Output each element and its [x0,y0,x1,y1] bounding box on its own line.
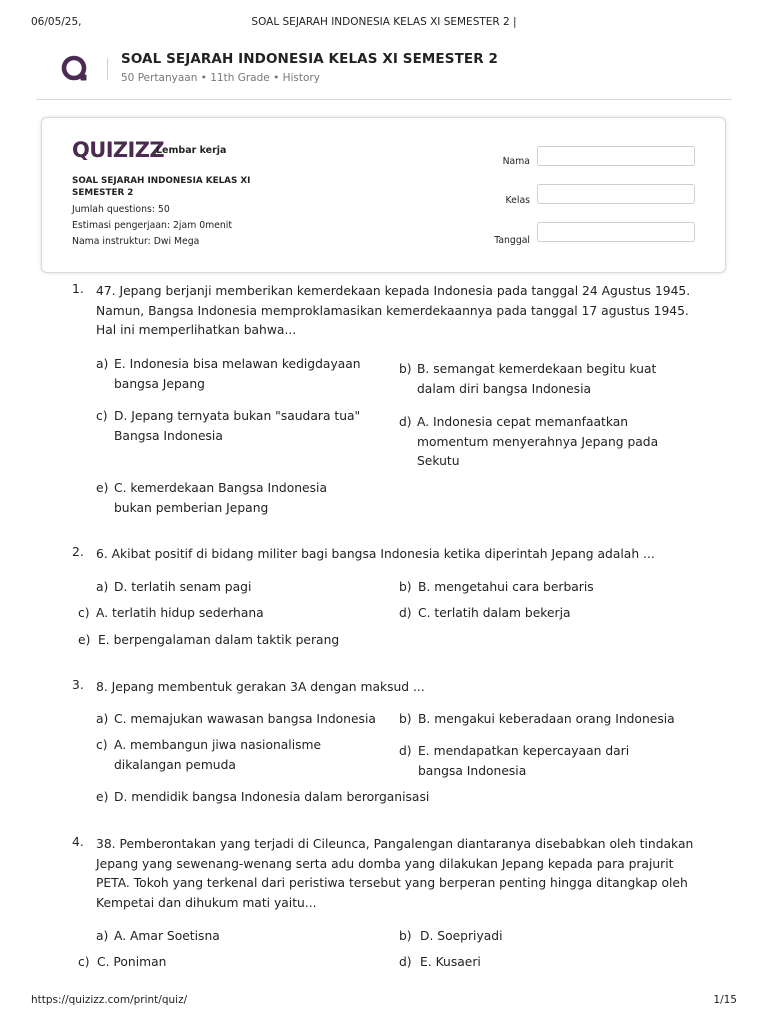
option-key: c) [96,738,108,752]
option-text: B. mengetahui cara berbaris [418,580,594,594]
option-key: c) [78,606,90,620]
option-key: c) [78,955,90,969]
option-key: c) [96,409,108,423]
option-key: e) [96,790,109,804]
kelas-field[interactable] [537,184,695,204]
option-text: E. Indonesia bisa melawan kedigdayaan bangsa Jepang [114,357,361,391]
question-number: 3. [72,678,84,692]
option-text: D. Jepang ternyata bukan "saudara tua" Bangsa Indonesia [114,409,361,443]
tanggal-field[interactable] [537,222,695,242]
quiz-header [60,48,732,100]
question-text: 38. Pemberontakan yang terjadi di Cileunca, Pangalengan diantaranya disebabkan oleh tindakan Jepang yang sewenang-wenang serta adu domba yang dilakukan Jepang kepada para prajurit PETA. Tokoh yang terkenal dari peristiwa tersebut yang berperan penting hingga ditangkap oleh Kempetai dan dihukum mati yaitu... [96,837,694,911]
questions-count: Jumlah questions: 50 [72,204,170,215]
field-label-tanggal: Tanggal [494,235,530,246]
header-divider [107,58,108,80]
option-key: d) [399,606,412,620]
question-text: 6. Akibat positif di bidang militer bagi bangsa Indonesia ketika diperintah Jepang adalah ... [96,547,655,561]
option-key: b) [399,362,412,376]
question-number: 2. [72,545,84,559]
option-text: D. Soepriyadi [420,929,503,943]
instructor: Nama instruktur: Dwi Mega [72,236,200,247]
option-key: b) [399,580,412,594]
option-text: A. Amar Soetisna [114,929,220,943]
worksheet-card [41,117,726,273]
option-key: b) [399,929,412,943]
worksheet-title: SOAL SEJARAH INDONESIA KELAS XI SEMESTER 2 [72,176,251,198]
option-text: B. mengakui keberadaan orang Indonesia [418,712,675,726]
quizizz-logo: QUIZIZZ [72,138,165,162]
page-number: 1/15 [713,994,737,1006]
field-label-nama: Nama [502,156,530,167]
header-rule [36,99,732,100]
option-text: C. memajukan wawasan bangsa Indonesia [114,712,376,726]
option-text: D. mendidik bangsa Indonesia dalam berorganisasi [114,790,430,804]
option-text: E. mendapatkan kepercayaan dari bangsa Indonesia [418,744,630,778]
field-label-kelas: Kelas [505,195,530,206]
option-key: a) [96,357,109,371]
option-text: A. Indonesia cepat memanfaatkan momentum menyerahnya Jepang pada Sekutu [417,415,659,469]
option-key: d) [399,415,412,429]
option-key: b) [399,712,412,726]
option-text: B. semangat kemerdekaan begitu kuat dalam diri bangsa Indonesia [417,362,657,396]
quizizz-q-icon [60,54,92,86]
option-text: D. terlatih senam pagi [114,580,252,594]
option-text: C. terlatih dalam bekerja [418,606,571,620]
option-key: e) [78,633,91,647]
option-key: a) [96,580,109,594]
option-key: d) [399,955,412,969]
option-key: a) [96,712,109,726]
option-key: e) [96,481,109,495]
option-key: d) [399,744,412,758]
option-key: a) [96,929,109,943]
option-text: A. membangun jiwa nasionalisme dikalangan pemuda [114,738,322,772]
print-date: 06/05/25, [31,16,82,28]
option-text: A. terlatih hidup sederhana [96,606,264,620]
option-text: E. berpengalaman dalam taktik perang [98,633,340,647]
quiz-meta: 50 Pertanyaan • 11th Grade • History [121,72,320,84]
option-text: C. kemerdekaan Bangsa Indonesia bukan pemberian Jepang [114,481,327,515]
worksheet-label: Lembar kerja [156,145,227,156]
question-text: 8. Jepang membentuk gerakan 3A dengan maksud ... [96,680,425,694]
print-url: https://quizizz.com/print/quiz/ [31,994,188,1006]
question-number: 4. [72,835,84,849]
option-text: E. Kusaeri [420,955,481,969]
print-title: SOAL SEJARAH INDONESIA KELAS XI SEMESTER 2 | [251,16,517,28]
question-number: 1. [72,282,84,296]
nama-field[interactable] [537,146,695,166]
duration: Estimasi pengerjaan: 2jam 0menit [72,220,233,231]
quiz-title: SOAL SEJARAH INDONESIA KELAS XI SEMESTER 2 [121,51,498,67]
question-text: 47. Jepang berjanji memberikan kemerdekaan kepada Indonesia pada tanggal 24 Agustus 1945. Namun, Bangsa Indonesia memproklamasikan kemerdekaannya pada tanggal 17 agustus 1945. Hal ini memperlihatkan bahwa... [96,284,691,338]
option-text: C. Poniman [97,955,167,969]
